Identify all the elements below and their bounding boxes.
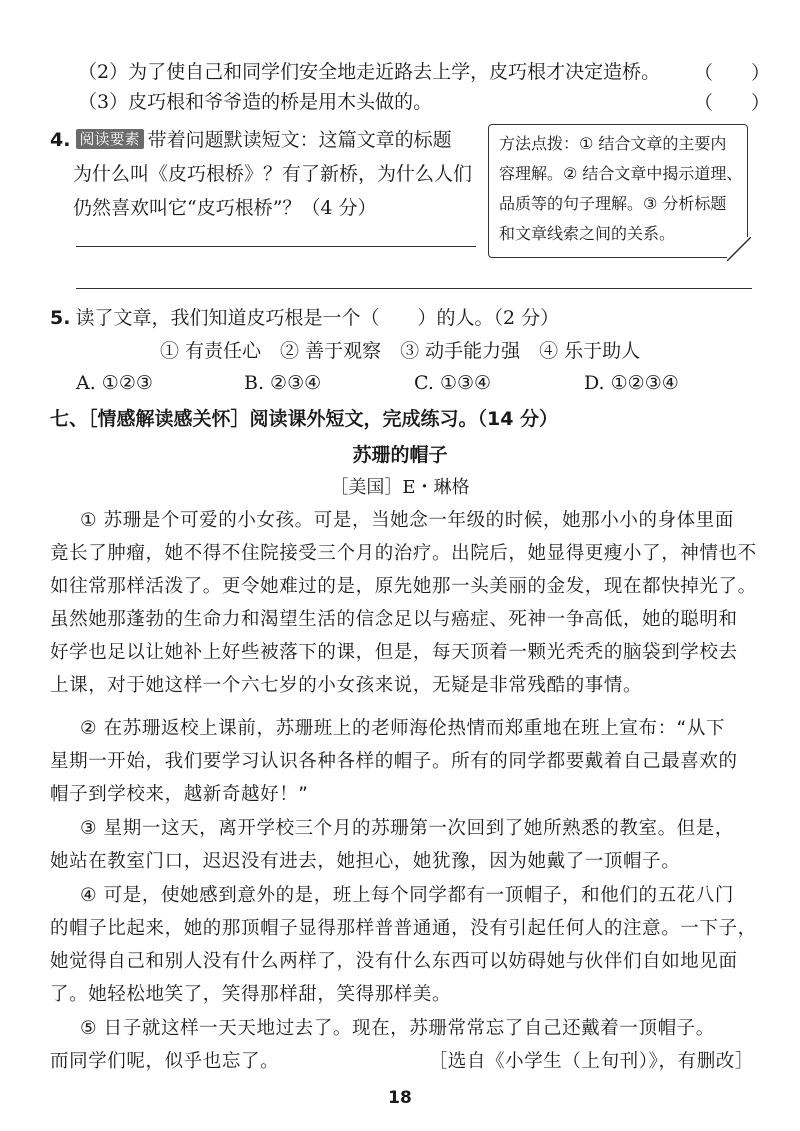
q4-line-2: 为什么叫《皮巧根桥》？有了新桥，为什么人们 <box>73 163 473 185</box>
p1-line-2: 竟长了肿瘤，她不得不住院接受三个月的治疗。出院后，她显得更瘦小了，神情也不 <box>50 543 757 564</box>
q4-number: 4. <box>50 129 71 151</box>
method-hint-box <box>488 124 748 258</box>
reading-element-tag: 阅读要素 <box>76 129 144 149</box>
q3-item-3: （3）皮巧根和爷爷造的桥是用木头做的。 <box>78 91 433 113</box>
passage-source: ［选自《小学生（上旬刊）》，有删改］ <box>428 1051 754 1072</box>
p4-line-2: 的帽子比起来，她的那顶帽子显得那样普普通通，没有引起任何人的注意。一下子， <box>50 918 757 939</box>
q5-number: 5. <box>50 307 71 329</box>
p1-line-5: 好学也足以让她补上好些被落下的课，但是，每天顶着一颗光秃秃的脑袋到学校去 <box>50 642 738 663</box>
folded-corner-icon <box>727 237 749 259</box>
q5-option-d[interactable]: D. ①②③④ <box>584 372 679 394</box>
p5-line-2: 而同学们呢，似乎也忘了。 <box>50 1051 280 1072</box>
passage-author: ［美国］E・琳格 <box>330 477 470 498</box>
q3-item-2: （2）为了使自己和同学们安全地走近路去上学，皮巧根才决定造桥。 <box>78 61 661 83</box>
p4-line-1: ④ 可是，使她感到意外的是，班上每个同学都有一顶帽子，和他们的五花八门 <box>80 885 734 906</box>
section-7-heading: 七、［情感解读感关怀］阅读课外短文，完成练习。（14 分） <box>50 408 559 430</box>
q4-question <box>50 126 452 154</box>
p2-line-1: ② 在苏珊返校上课前，苏珊班上的老师海伦热情而郑重地在班上宣布：“从下 <box>80 718 726 739</box>
q5-choice-items: ① 有责任心 ② 善于观察 ③ 动手能力强 ④ 乐于助人 <box>160 340 641 362</box>
q3-item-3-answer-paren[interactable]: （ ） <box>694 92 771 114</box>
q3-item-2-answer-paren[interactable]: （ ） <box>694 62 771 84</box>
p1-line-6: 上课，对于她这样一个六七岁的小女孩来说，无疑是非常残酷的事情。 <box>50 675 643 696</box>
p5-line-1: ⑤ 日子就这样一天天地过去了。现在，苏珊常常忘了自己还戴着一顶帽子。 <box>80 1018 715 1039</box>
q5-option-b[interactable]: B. ②③④ <box>244 372 322 394</box>
q5-question <box>50 304 559 332</box>
p1-line-1: ① 苏珊是个可爱的小女孩。可是，当她念一年级的时候，她那小小的身体里面 <box>80 510 734 531</box>
p2-line-2: 星期一开始，我们要学习认识各种各样的帽子。所有的同学都要戴着自己最喜欢的 <box>50 751 738 772</box>
p1-line-4: 虽然她那蓬勃的生命力和渴望生活的信念足以与癌症、死神一争高低，她的聪明和 <box>50 609 738 630</box>
q5-stem: 读了文章，我们知道皮巧根是一个（ ）的人。（2 分） <box>75 307 560 329</box>
q4-answer-line-2[interactable] <box>76 288 752 289</box>
p4-line-3: 她觉得自己和别人没有什么两样了，没有什么东西可以妨碍她与伙伴们自如地见面 <box>50 951 738 972</box>
p4-line-4: 了。她轻松地笑了，笑得那样甜，笑得那样美。 <box>50 984 452 1005</box>
q5-option-c[interactable]: C. ①③④ <box>414 372 492 394</box>
hint-line-1: 方法点拨：① 结合文章的主要内 <box>499 134 727 153</box>
q4-line-1: 带着问题默读短文：这篇文章的标题 <box>147 129 452 151</box>
p3-line-2: 她站在教室门口，迟迟没有进去，她担心，她犹豫，因为她戴了一顶帽子。 <box>50 851 681 872</box>
q4-line-3: 仍然喜欢叫它“皮巧根桥”？（4 分） <box>73 197 377 219</box>
p3-line-1: ③ 星期一这天，离开学校三个月的苏珊第一次回到了她所熟悉的教室。但是， <box>80 818 734 839</box>
hint-line-4: 和文章线索之间的关系。 <box>499 224 676 243</box>
hint-line-3: 品质等的句子理解。③ 分析标题 <box>499 194 727 213</box>
p1-line-3: 如往常那样活泼了。更令她难过的是，原先她那一头美丽的金发，现在都快掉光了。 <box>50 576 757 597</box>
page-number: 18 <box>388 1088 412 1108</box>
p2-line-3: 帽子到学校来，越新奇越好！” <box>50 784 309 805</box>
passage-title: 苏珊的帽子 <box>352 444 448 466</box>
hint-line-2: 容理解。② 结合文章中揭示道理、 <box>499 164 743 183</box>
q5-option-a[interactable]: A. ①②③ <box>76 372 153 394</box>
q4-answer-line-1[interactable] <box>76 246 476 247</box>
